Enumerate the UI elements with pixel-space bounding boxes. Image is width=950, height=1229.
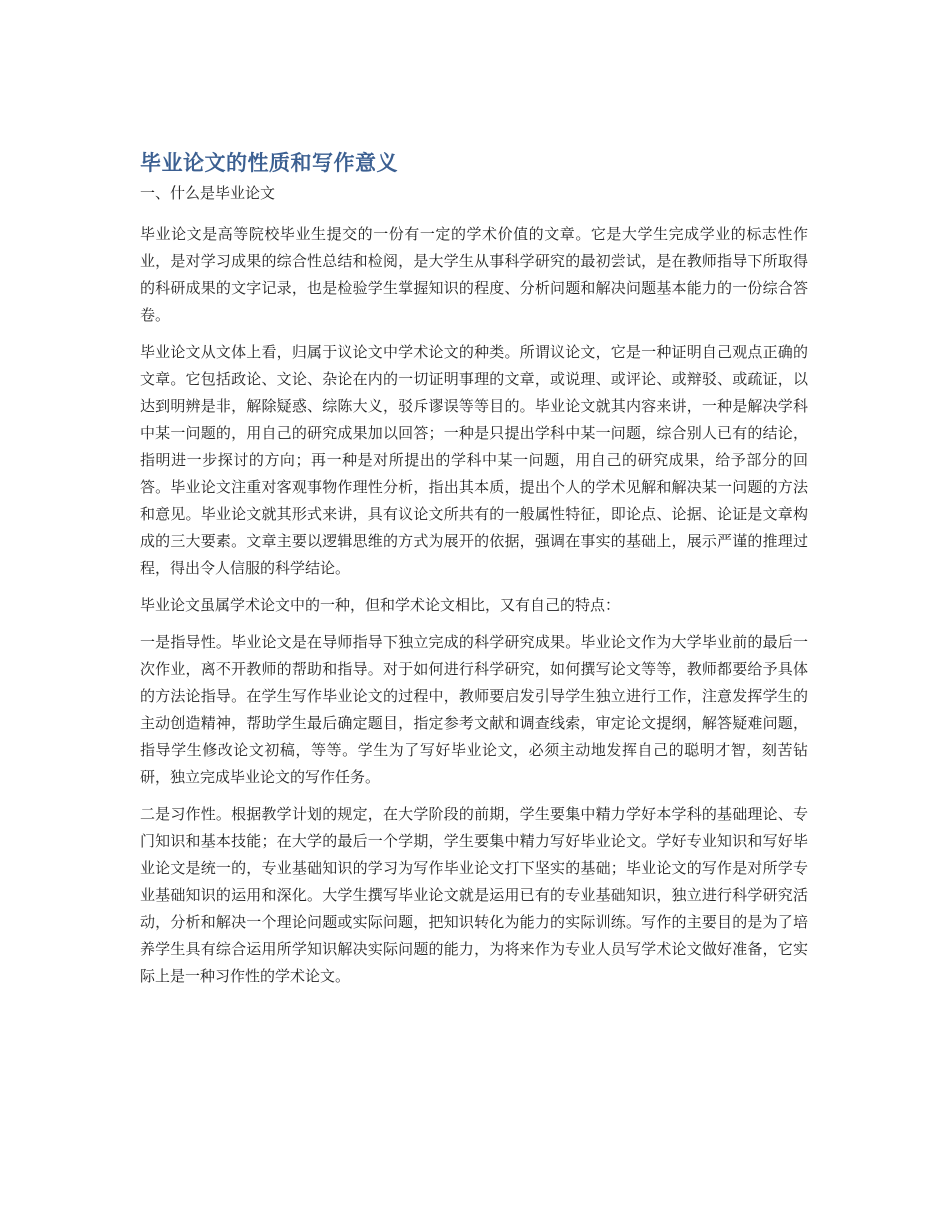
paragraph-practice: 二是习作性。根据教学计划的规定，在大学阶段的前期，学生要集中精力学好本学科的基础理论、专门知识和基本技能；在大学的最后一个学期，学生要集中精力写好毕业论文。学好专业知识和写好毕业论文是统一的，专业基础知识的学习为写作毕业论文打下坚实的基础；毕业论文的写作是对所学专业基础知识的运用和深化。大学生撰写毕业论文就是运用已有的专业基础知识，独立进行科学研究活动，分析和解决一个理论问题或实际问题，把知识转化为能力的实际训练。写作的主要目的是为了培养学生具有综合运用所学知识解决实际问题的能力，为将来作为专业人员写学术论文做好准备，它实际上是一种习作性的学术论文。 [140, 805, 808, 985]
paragraph-guidance: 一是指导性。毕业论文是在导师指导下独立完成的科学研究成果。毕业论文作为大学毕业前的最后一次作业，离不开教师的帮助和指导。对于如何进行科学研究，如何撰写论文等等，教师都要给予具体的方法论指导。在学生写作毕业论文的过程中，教师要启发引导学生独立进行工作，注意发挥学生的主动创造精神，帮助学生最后确定题目，指定参考文献和调查线索，审定论文提纲，解答疑难问题，指导学生修改论文初稿，等等。学生为了写好毕业论文，必须主动地发挥自己的聪明才智，刻苦钻研，独立完成毕业论文的写作任务。 [140, 633, 808, 786]
paragraph-characteristics-intro: 毕业论文虽属学术论文中的一种，但和学术论文相比，又有自己的特点： [140, 596, 621, 614]
document-body [140, 148, 808, 990]
paragraph-definition: 毕业论文是高等院校毕业生提交的一份有一定的学术价值的文章。它是大学生完成学业的标志性作业，是对学习成果的综合性总结和检阅，是大学生从事科学研究的最初尝试，是在教师指导下所取得的科研成果的文字记录，也是检验学生掌握知识的程度、分析问题和解决问题基本能力的一份综合答卷。 [140, 225, 808, 324]
section-heading: 一、什么是毕业论文 [140, 184, 276, 202]
document-title: 毕业论文的性质和写作意义 [140, 151, 398, 175]
paragraph-genre: 毕业论文从文体上看，归属于议论文中学术论文的种类。所谓议论文，它是一种证明自己观点正确的文章。它包括政论、文论、杂论在内的一切证明事理的文章，或说理、或评论、或辩驳、或疏证，以达到明辨是非，解除疑惑、综陈大义，驳斥谬误等等目的。毕业论文就其内容来讲，一种是解决学科中某一问题的，用自己的研究成果加以回答；一种是只提出学科中某一问题，综合别人已有的结论，指明进一步探讨的方向；再一种是对所提出的学科中某一问题，用自己的研究成果，给予部分的回答。毕业论文注重对客观事物作理性分析，指出其本质，提出个人的学术见解和解决某一问题的方法和意见。毕业论文就其形式来讲，具有议论文所共有的一般属性特征，即论点、论据、论证是文章构成的三大要素。文章主要以逻辑思维的方式为展开的依据，强调在事实的基础上，展示严谨的推理过程，得出令人信服的科学结论。 [140, 343, 808, 577]
